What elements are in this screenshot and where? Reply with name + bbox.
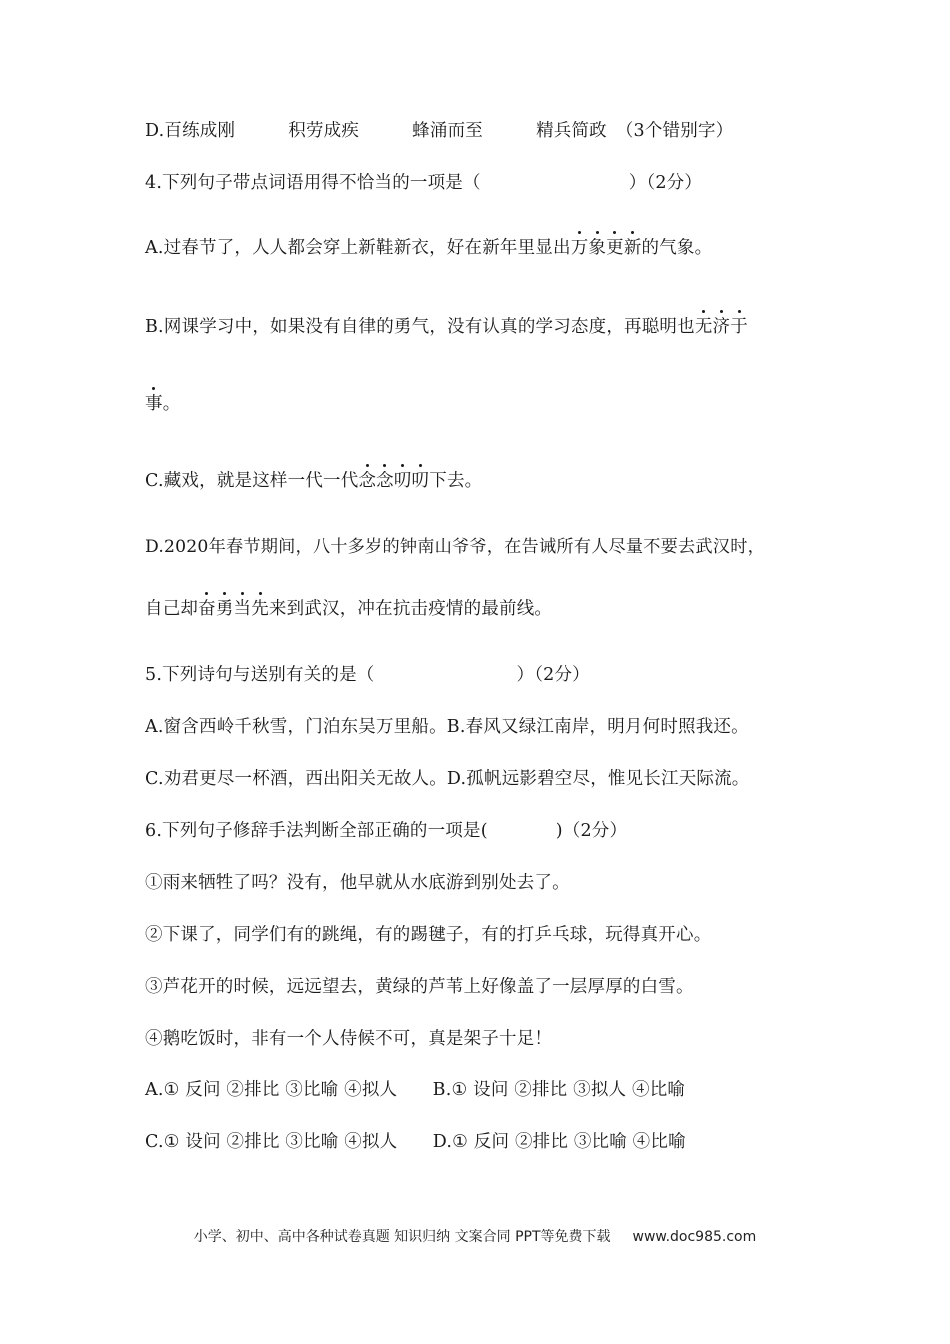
q4-d-text: 自己却 xyxy=(145,599,199,619)
q4-score: ）（2分） xyxy=(628,173,703,193)
q4-d-dotted-char: 当 xyxy=(233,599,252,619)
q4-option-c xyxy=(145,469,482,493)
page-footer xyxy=(0,1226,950,1246)
q4-b-tail: 。 xyxy=(162,394,181,414)
q4-c-dotted-char: 念 xyxy=(358,471,377,491)
q4-option-b xyxy=(145,315,748,339)
q4-b-dotted-char: 无 xyxy=(694,317,713,337)
q4-d-tail: 来到武汉，冲在抗击疫情的最前线。 xyxy=(268,599,553,619)
q6-sentence-3: ③芦花开的时候，远远望去，黄绿的芦苇上好像盖了一层厚厚的白雪。 xyxy=(145,977,694,997)
q4-a-dotted-char: 更 xyxy=(606,238,624,258)
q4-option-a xyxy=(145,236,712,260)
q6-sentence-4: ④鹅吃饭时，非有一个人侍候不可，真是架子十足！ xyxy=(145,1029,553,1049)
q4-b-dotted-char: 事 xyxy=(145,394,163,414)
footer-url[interactable]: www.doc985.com xyxy=(632,1229,757,1245)
q5-stem xyxy=(145,663,590,687)
q4-c-text: C.藏戏，就是这样一代一代 xyxy=(145,471,359,491)
footer-text: 小学、初中、高中各种试卷真题 知识归纳 文案合同 PPT等免费下载 xyxy=(193,1229,611,1245)
q6-score: )（2分） xyxy=(555,821,628,841)
q4-b-text: B.网课学习中，如果没有自律的勇气，没有认真的学习态度，再聪明也 xyxy=(145,317,695,337)
q4-a-dotted-char: 象 xyxy=(588,238,607,258)
q4-c-dotted-char: 念 xyxy=(376,471,394,491)
q4-a-text: A.过春节了，人人都会穿上新鞋新衣，好在新年里显出 xyxy=(145,238,571,258)
q4-d-dotted-char: 奋 xyxy=(198,599,216,619)
q4-option-d-cont xyxy=(145,597,552,621)
q4-c-dotted-char: 叨 xyxy=(411,471,430,491)
q6-stem xyxy=(145,819,627,843)
q4-b-dotted-char: 济 xyxy=(712,317,731,337)
q4-a-tail: 的气象。 xyxy=(641,238,713,258)
q4-d-dotted-char: 先 xyxy=(251,599,269,619)
q6-sentence-1: ①雨来牺牲了吗？没有，他早就从水底游到别处去了。 xyxy=(145,873,570,893)
q4-stem-text: 4.下列句子带点词语用得不恰当的一项是（ xyxy=(145,173,481,193)
q4-d-dotted-char: 勇 xyxy=(215,599,234,619)
q6-options-ab: A.① 反问 ②排比 ③比喻 ④拟人 B.① 设问 ②排比 ③拟人 ④比喻 xyxy=(145,1080,686,1100)
q4-option-d: D.2020年春节期间，八十多岁的钟南山爷爷，在告诫所有人尽量不要去武汉时， xyxy=(145,537,765,557)
q4-a-dotted-char: 万 xyxy=(570,238,589,258)
q5-score: ）（2分） xyxy=(516,665,590,685)
q6-options-cd: C.① 设问 ②排比 ③比喻 ④拟人 D.① 反问 ②排比 ③比喻 ④比喻 xyxy=(145,1132,686,1152)
q4-c-tail: 下去。 xyxy=(429,471,483,491)
q5-options-cd: C.劝君更尽一杯酒，西出阳关无故人。D.孤帆远影碧空尽，惟见长江天际流。 xyxy=(145,769,750,789)
q3-option-d: D.百练成刚 积劳成疾 蜂涌而至 精兵简政 （3个错别字） xyxy=(145,121,734,141)
q4-a-dotted-char: 新 xyxy=(623,238,642,258)
q5-stem-text: 5.下列诗句与送别有关的是（ xyxy=(145,665,375,685)
q4-c-dotted-char: 叨 xyxy=(393,471,412,491)
q6-stem-text: 6.下列句子修辞手法判断全部正确的一项是( xyxy=(145,821,488,841)
q4-option-b-cont xyxy=(145,392,180,416)
q4-stem xyxy=(145,171,702,195)
q5-options-ab: A.窗含西岭千秋雪，门泊东吴万里船。B.春风又绿江南岸，明月何时照我还。 xyxy=(145,717,749,737)
q4-b-dotted-char: 于 xyxy=(730,317,748,337)
q6-sentence-2: ②下课了，同学们有的跳绳，有的踢毽子，有的打乒乓球，玩得真开心。 xyxy=(145,925,712,945)
